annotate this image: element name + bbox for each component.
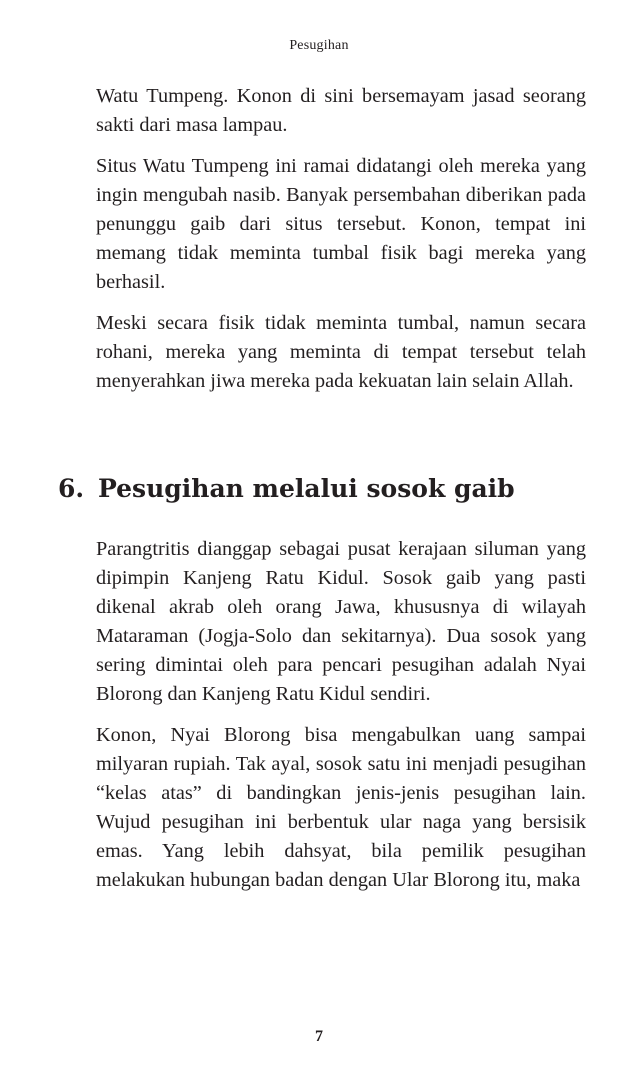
- paragraph: Situs Watu Tumpeng ini ramai didatangi oleh mereka yang ingin mengubah nasib. Banyak persembahan diberikan pada penunggu gaib dari situs tersebut. Konon, tempat ini memang tidak meminta tumbal fisik bagi mereka yang berhasil.: [96, 155, 586, 293]
- running-header: Pesugihan: [289, 38, 349, 53]
- section-number: 6.: [58, 474, 85, 503]
- section-title: Pesugihan melalui sosok gaib: [98, 474, 515, 503]
- page-number: 7: [315, 1028, 323, 1045]
- paragraph: Watu Tumpeng. Konon di sini bersemayam jasad seorang sakti dari masa lampau.: [96, 85, 586, 136]
- body-text-section-6: [96, 535, 586, 907]
- paragraph: Konon, Nyai Blorong bisa mengabulkan uang sampai milyaran rupiah. Tak ayal, sosok satu ini menjadi pesugihan “kelas atas” di bandingkan jenis-jenis pesugihan lain. Wujud pesugihan ini berbentuk ular naga yang bersisik emas. Yang lebih dahsyat, bila pemilik pesugihan melakukan hubungan badan dengan Ular Blorong itu, maka: [96, 724, 586, 891]
- paragraph: Meski secara fisik tidak meminta tumbal, namun secara rohani, mereka yang meminta di tempat tersebut telah menyerahkan jiwa mereka pada kekuatan lain selain Allah.: [96, 312, 586, 392]
- body-text-top: [96, 82, 586, 408]
- paragraph: Parangtritis dianggap sebagai pusat kerajaan siluman yang dipimpin Kanjeng Ratu Kidul. Sosok gaib yang pasti dikenal akrab oleh orang Jawa, khususnya di wilayah Mataraman (Jogja-Solo dan sekitarnya). Dua sosok yang sering dimintai oleh para pencari pesugihan adalah Nyai Blorong dan Kanjeng Ratu Kidul sendiri.: [96, 538, 586, 705]
- section-heading: [58, 474, 515, 504]
